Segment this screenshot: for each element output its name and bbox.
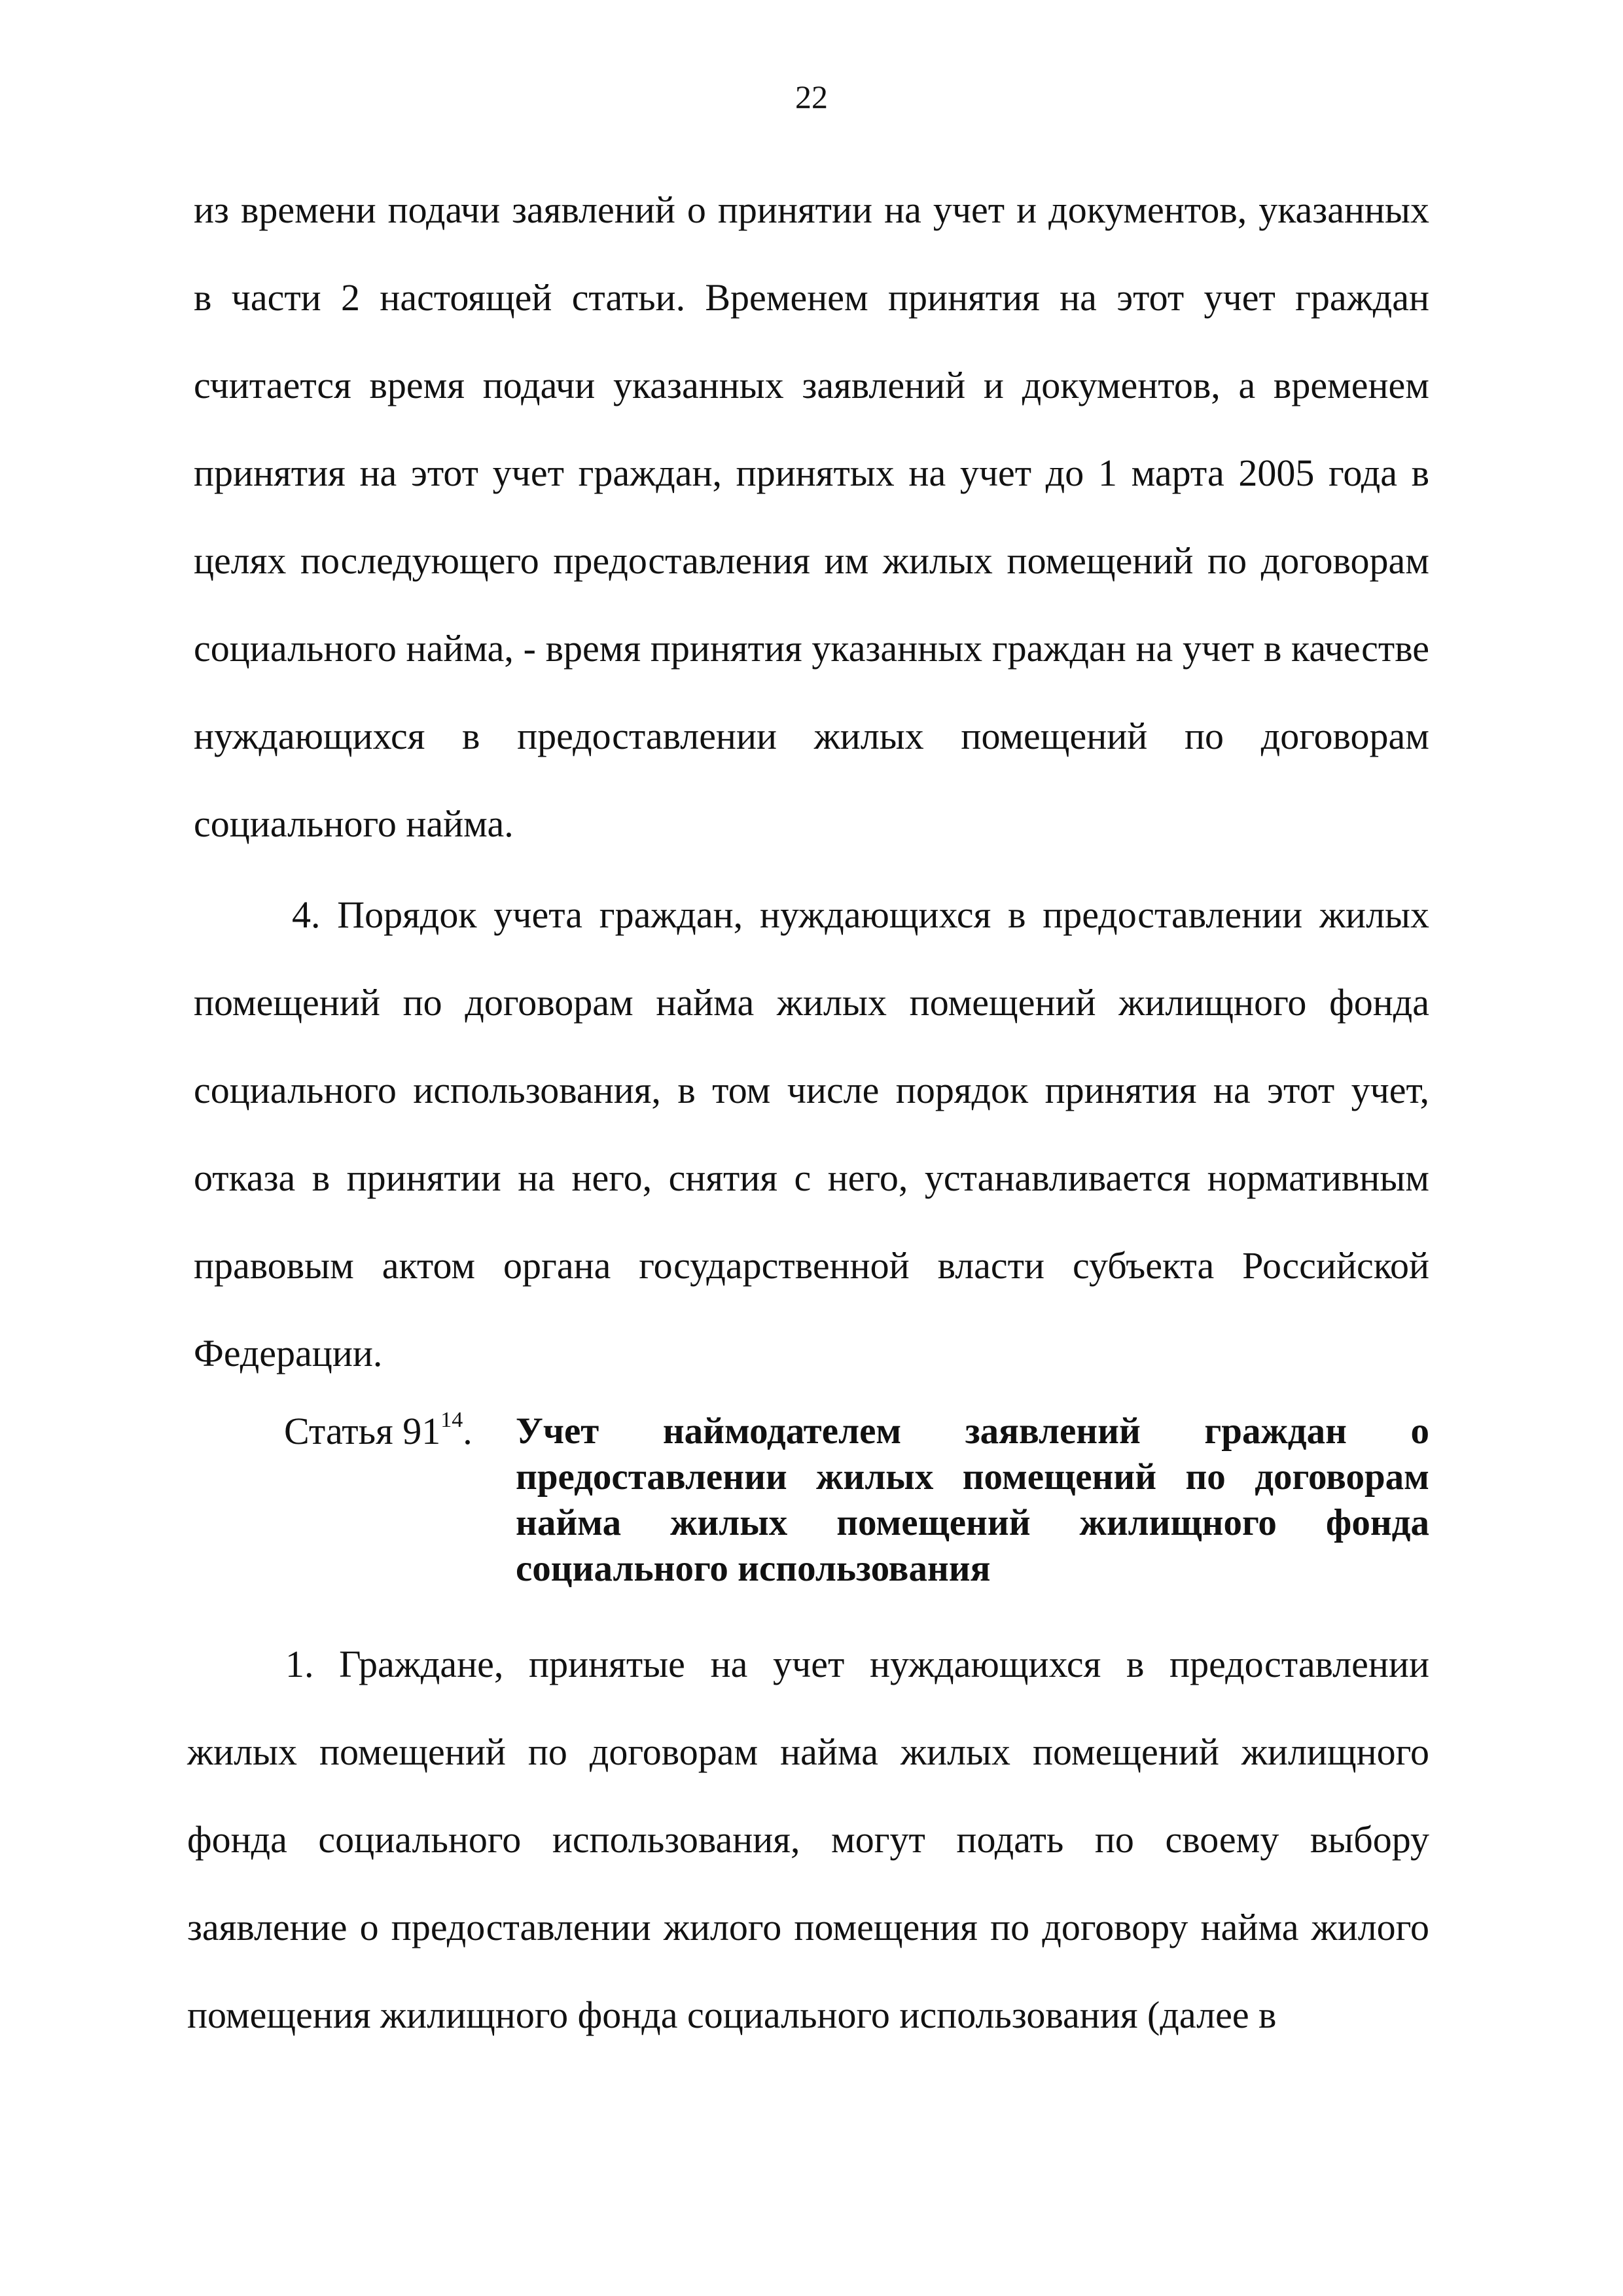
article-title: Учет наймодателем заявлений граждан о предоставлении жилых помещений по договорам найма жилых помещений жилищного фонда социального использования — [516, 1410, 1429, 1589]
article-number: Статья 91 — [284, 1410, 441, 1452]
page-number: 22 — [795, 79, 828, 115]
article-heading — [194, 1408, 1429, 1592]
paragraph-item-4: 4. Порядок учета граждан, нуждающихся в предоставлении жилых помещений по договорам найма жилых помещений жилищного фонда социального использования, в том числе порядок принятия на этот учет, отказа в принятии на него, снятия с него, устанавливается нормативным правовым актом органа государственной власти субъекта Российской Федерации. — [194, 893, 1429, 1374]
paragraph-continued: из времени подачи заявлений о принятии на учет и документов, указанных в части 2 настоящей статьи. Временем принятия на этот учет граждан считается время подачи указанных заявлений и документов, а временем принятия на этот учет граждан, принятых на учет до 1 марта 2005 года в целях последующего предоставления им жилых помещений по договорам социального найма, - время принятия указанных граждан на учет в качестве нуждающихся в предоставлении жилых помещений по договорам социального найма. — [194, 188, 1429, 845]
article-label-suffix: . — [463, 1410, 473, 1452]
paragraph-item-1: 1. Граждане, принятые на учет нуждающихся в предоставлении жилых помещений по договорам найма жилых помещений жилищного фонда социального использования, могут подать по своему выбору заявление о предоставлении жилого помещения по договору найма жилого помещения жилищного фонда социального использования (далее в — [187, 1643, 1429, 2036]
article-superscript: 14 — [440, 1408, 463, 1432]
article-label — [194, 1408, 516, 1592]
